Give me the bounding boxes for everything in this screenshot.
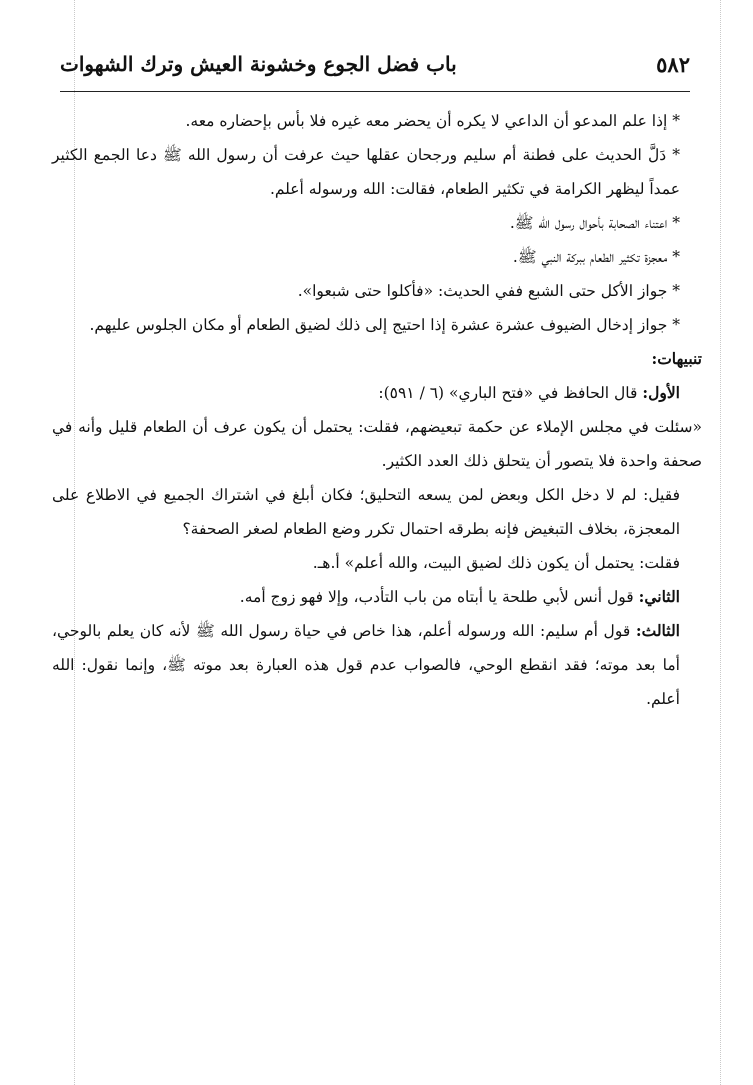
quote-paragraph: «سئلت في مجلس الإملاء عن حكمة تبعيضهم، فقلت: يحتمل أن يكون عرف أن الطعام قليل وأنه في صحفة واحدة فلا يتصور أن يتحلق ذلك العدد الكثير. xyxy=(52,418,702,470)
page-number: ٥٨٢ xyxy=(656,52,690,77)
note-label: الثالث: xyxy=(635,621,680,640)
benefit-paragraph: * إذا علم المدعو أن الداعي لا يكره أن يحضر معه غيره فلا بأس بإحضاره معه. xyxy=(185,112,680,130)
note-label: الثاني: xyxy=(638,587,680,606)
notes-heading: تنبيهات: xyxy=(651,349,702,368)
chapter-title: باب فضل الجوع وخشونة العيش وترك الشهوات xyxy=(60,52,457,76)
page-body xyxy=(52,104,702,716)
note-first xyxy=(52,376,702,410)
running-header xyxy=(60,48,690,88)
note-intro: قال الحافظ في «فتح الباري» (٦ / ٥٩١): xyxy=(378,384,638,402)
benefit-paragraph: * دَلَّ الحديث على فطنة أم سليم ورجحان عقلها حيث عرفت أن رسول الله ﷺ دعا الجمع الكثير عمداً ليظهر الكرامة في تكثير الطعام، فقالت: الله ورسوله أعلم. xyxy=(52,146,680,198)
benefit-paragraph: * جواز إدخال الضيوف عشرة عشرة إذا احتيج إلى ذلك لضيق الطعام أو مكان الجلوس عليهم. xyxy=(89,316,680,334)
note-label: الأول: xyxy=(642,383,680,402)
note-second xyxy=(52,580,702,614)
benefit-paragraph: * اعتناء الصحابة بأحوال رسول الله ﷺ. xyxy=(509,214,680,232)
note-third xyxy=(52,614,702,716)
benefit-paragraph: * جواز الأكل حتى الشبع ففي الحديث: «فأكلوا حتى شبعوا». xyxy=(297,282,680,300)
benefit-paragraph: * معجزة تكثير الطعام ببركة النبي ﷺ. xyxy=(512,248,680,266)
fold-line xyxy=(720,0,721,1085)
quote-paragraph: فقلت: يحتمل أن يكون ذلك لضيق البيت، والله أعلم» أ.هـ. xyxy=(312,554,680,572)
quote-paragraph: فقيل: لم لا دخل الكل وبعض لمن يسعه التحليق؛ فكان أبلغ في اشتراك الجميع في الاطلاع على المعجزة، بخلاف التبغيض فإنه بطرقه احتمال تكرر وضع الطعام لصغر الصحفة؟ xyxy=(52,486,680,538)
header-rule xyxy=(60,91,690,92)
note-text: قول أم سليم: الله ورسوله أعلم، هذا خاص في حياة رسول الله ﷺ لأنه كان يعلم بالوحي، أما بعد موته؛ فقد انقطع الوحي، فالصواب عدم قول هذه العبارة بعد موته ﷺ، وإنما نقول: الله أعلم. xyxy=(52,622,680,708)
note-text: قول أنس لأبي طلحة يا أبتاه من باب التأدب، وإلا فهو زوج أمه. xyxy=(239,588,634,606)
